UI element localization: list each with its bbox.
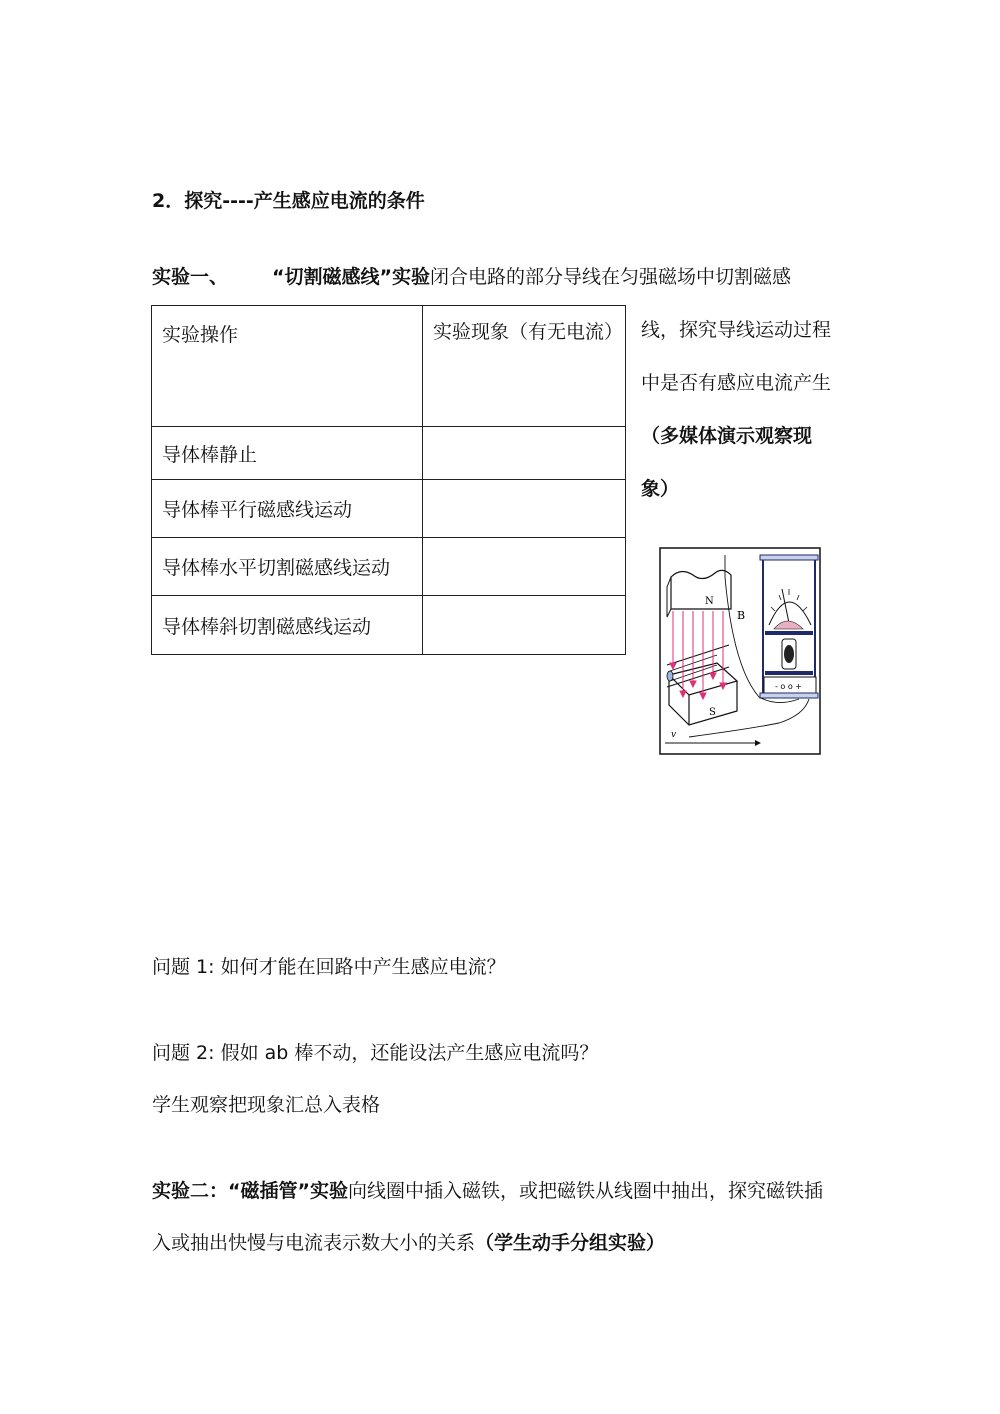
experiment1-title: 实验一、 [152, 266, 229, 288]
table-row [152, 427, 626, 480]
table-header-operation: 实验操作 [152, 306, 423, 427]
north-label: N [705, 596, 714, 607]
south-label: S [709, 707, 716, 718]
table-cell-operation: 导体棒水平切割磁感线运动 [152, 538, 423, 596]
table-cell-phenomenon[interactable] [423, 596, 626, 655]
experiment1-side-line2: 中是否有感应电流产生 [641, 372, 832, 394]
experiment1-name: “切割磁感线”实验 [272, 266, 430, 288]
summary-note: 学生观察把现象汇总入表格 [152, 1094, 381, 1116]
experiment1-side-line4: 象） [641, 478, 680, 500]
meter-base-shelf [765, 671, 813, 675]
table-cell-phenomenon[interactable] [423, 480, 626, 538]
observation-table [151, 305, 626, 655]
experiment2-description-cont: 入或抽出快慢与电流表示数大小的关系 [152, 1232, 476, 1254]
meter-top-bar [760, 555, 818, 560]
meter-terminal-marks: - o o + [775, 682, 803, 691]
section-heading: 2．探究----产生感应电流的条件 [152, 190, 425, 212]
table-row [152, 596, 626, 655]
meter-bottom-bar [760, 693, 818, 698]
experiment2-label: 实验二：“磁插管”实验 [152, 1180, 348, 1202]
conductor-rod-end [667, 671, 673, 681]
velocity-label: v [671, 730, 677, 740]
question-1: 问题 1: 如何才能在回路中产生感应电流？ [152, 956, 506, 978]
experiment2-line2 [152, 1228, 665, 1255]
table-cell-operation: 导体棒斜切割磁感线运动 [152, 596, 423, 655]
experiment1-side-line1: 线，探究导线运动过程 [641, 319, 832, 341]
field-label: B [737, 609, 746, 622]
meter-shelf [765, 631, 813, 635]
experiment2-description: 向线圈中插入磁铁，或把磁铁从线圈中抽出，探究磁铁插 [347, 1180, 823, 1202]
table-header-row [152, 306, 626, 427]
table-row [152, 480, 626, 538]
induction-apparatus-figure [659, 547, 821, 755]
table-cell-operation: 导体棒静止 [152, 427, 423, 480]
experiment2-line1 [152, 1176, 823, 1203]
table-cell-phenomenon[interactable] [423, 427, 626, 480]
table-header-phenomenon: 实验现象（有无电流） [423, 306, 626, 427]
table-cell-phenomenon[interactable] [423, 538, 626, 596]
question-2: 问题 2: 假如 ab 棒不动，还能设法产生感应电流吗？ [152, 1042, 599, 1064]
experiment1-side-line3: （多媒体演示观察现 [641, 425, 813, 447]
experiment1-intro [152, 262, 791, 289]
experiment1-description: 闭合电路的部分导线在匀强磁场中切割磁感 [430, 266, 792, 288]
experiment2-group-note: （学生动手分组实验） [475, 1232, 666, 1254]
table-row [152, 538, 626, 596]
meter-core [784, 645, 794, 663]
table-cell-operation: 导体棒平行磁感线运动 [152, 480, 423, 538]
